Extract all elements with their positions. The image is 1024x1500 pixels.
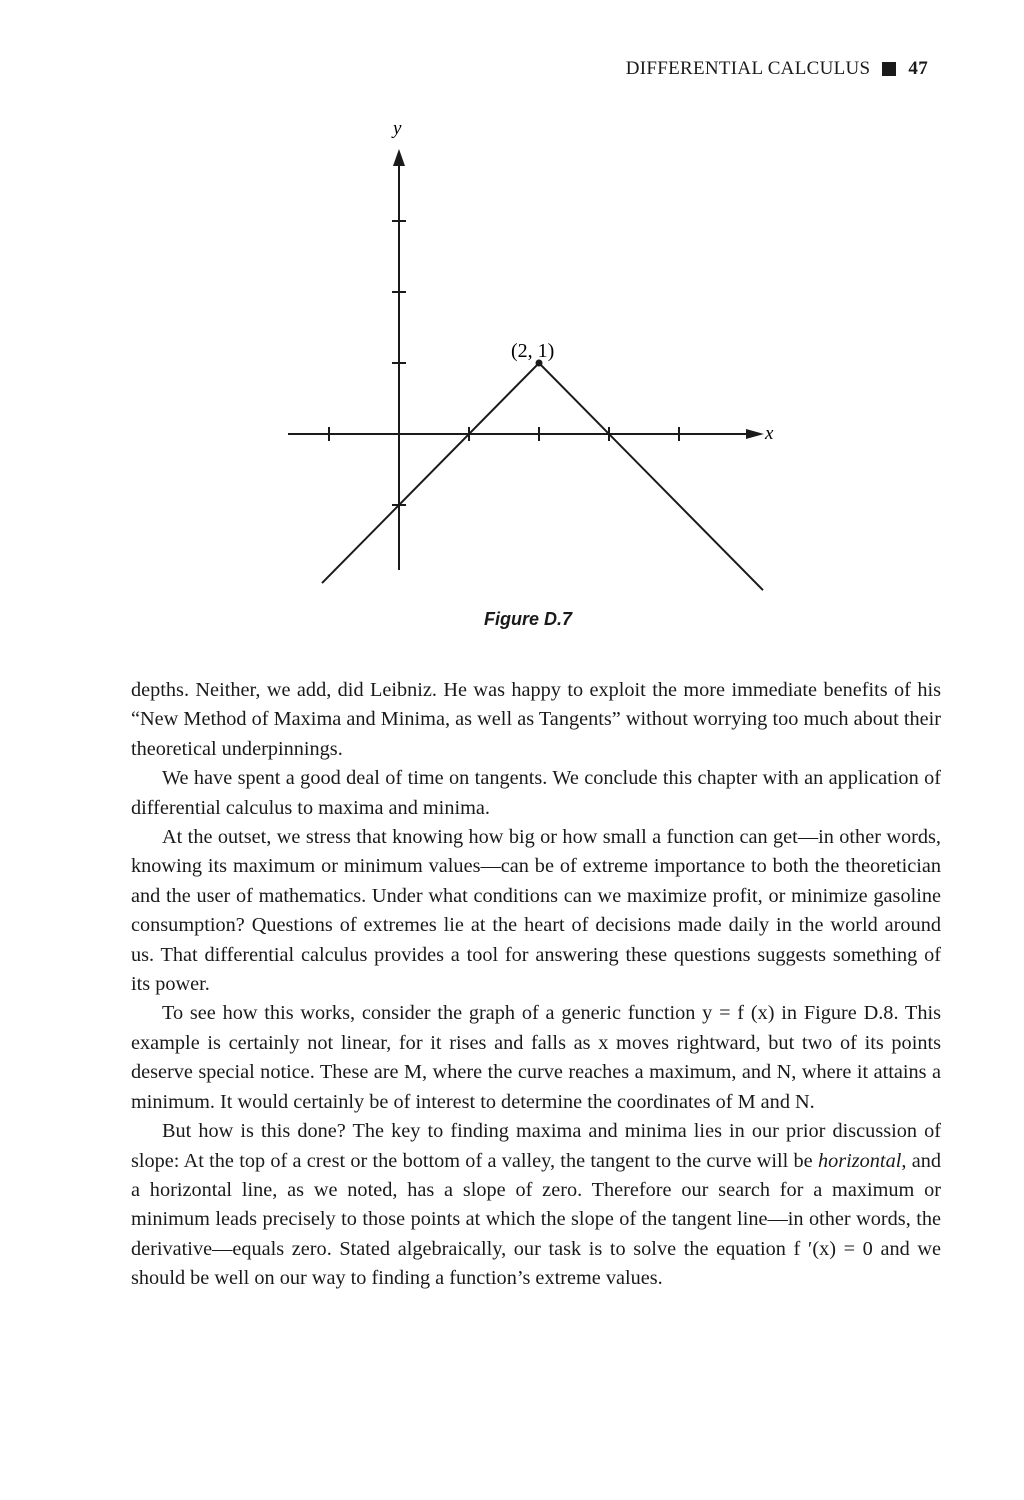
figure-d7-graph <box>0 0 1024 600</box>
y-axis-label: y <box>393 118 402 139</box>
x-axis-arrowhead <box>746 429 764 439</box>
paragraph: depths. Neither, we add, did Leibniz. He was happy to exploit the more immediate benefits of his “New Method of Maxima and Minima, as well as Tangents” without worrying too much about their theoretical underpinnings. <box>131 679 941 760</box>
paragraph: We have spent a good deal of time on tangents. We conclude this chapter with an application of differential calculus to maxima and minima. <box>131 767 941 819</box>
body-text <box>131 676 941 1294</box>
figure-caption: Figure D.7 <box>484 609 573 629</box>
paragraph-text: , and a horizontal line, as we noted, has a slope of zero. Therefore our search for a maximum or minimum leads precisely to those points at which the slope of the tangent line—in other words, the derivative—equals zero. Stated algebraically, our task is to solve the equation f ′(x) = 0 and we should be well on our way to finding a function’s extreme values. <box>131 1149 941 1290</box>
paragraph: To see how this works, consider the graph of a generic function y = f (x) in Figure D.8. This example is certainly not linear, for it rises and falls as x moves rightward, but two of its points deserve special notice. These are M, where the curve reaches a maximum, and N, where it attains a minimum. It would certainly be of interest to determine the coordinates of M and N. <box>131 1002 941 1113</box>
function-graph-line <box>322 363 763 590</box>
paragraph <box>131 1117 941 1293</box>
running-head-title: DIFFERENTIAL CALCULUS <box>625 58 871 79</box>
emphasis-text: horizontal <box>817 1149 902 1172</box>
page-number: 47 <box>908 58 928 79</box>
paragraph: At the outset, we stress that knowing how big or how small a function can get—in other words, knowing its maximum or minimum values—can be of extreme importance to both the theoretician and the user of mathematics. Under what conditions can we maximize profit, or minimize gasoline consumption? Questions of extremes lie at the heart of decisions made daily in the world around us. That differential calculus provides a tool for answering these questions suggests something of its power. <box>131 826 941 996</box>
x-axis-label: x <box>765 423 774 444</box>
paragraph-text: But how is this done? The key to finding maxima and minima lies in our prior discussion of slope: At the top of a crest or the bottom of a valley, the tangent to the curve will be <box>131 1120 941 1172</box>
peak-point-label: (2, 1) <box>511 340 555 362</box>
y-axis-arrowhead <box>393 149 405 166</box>
